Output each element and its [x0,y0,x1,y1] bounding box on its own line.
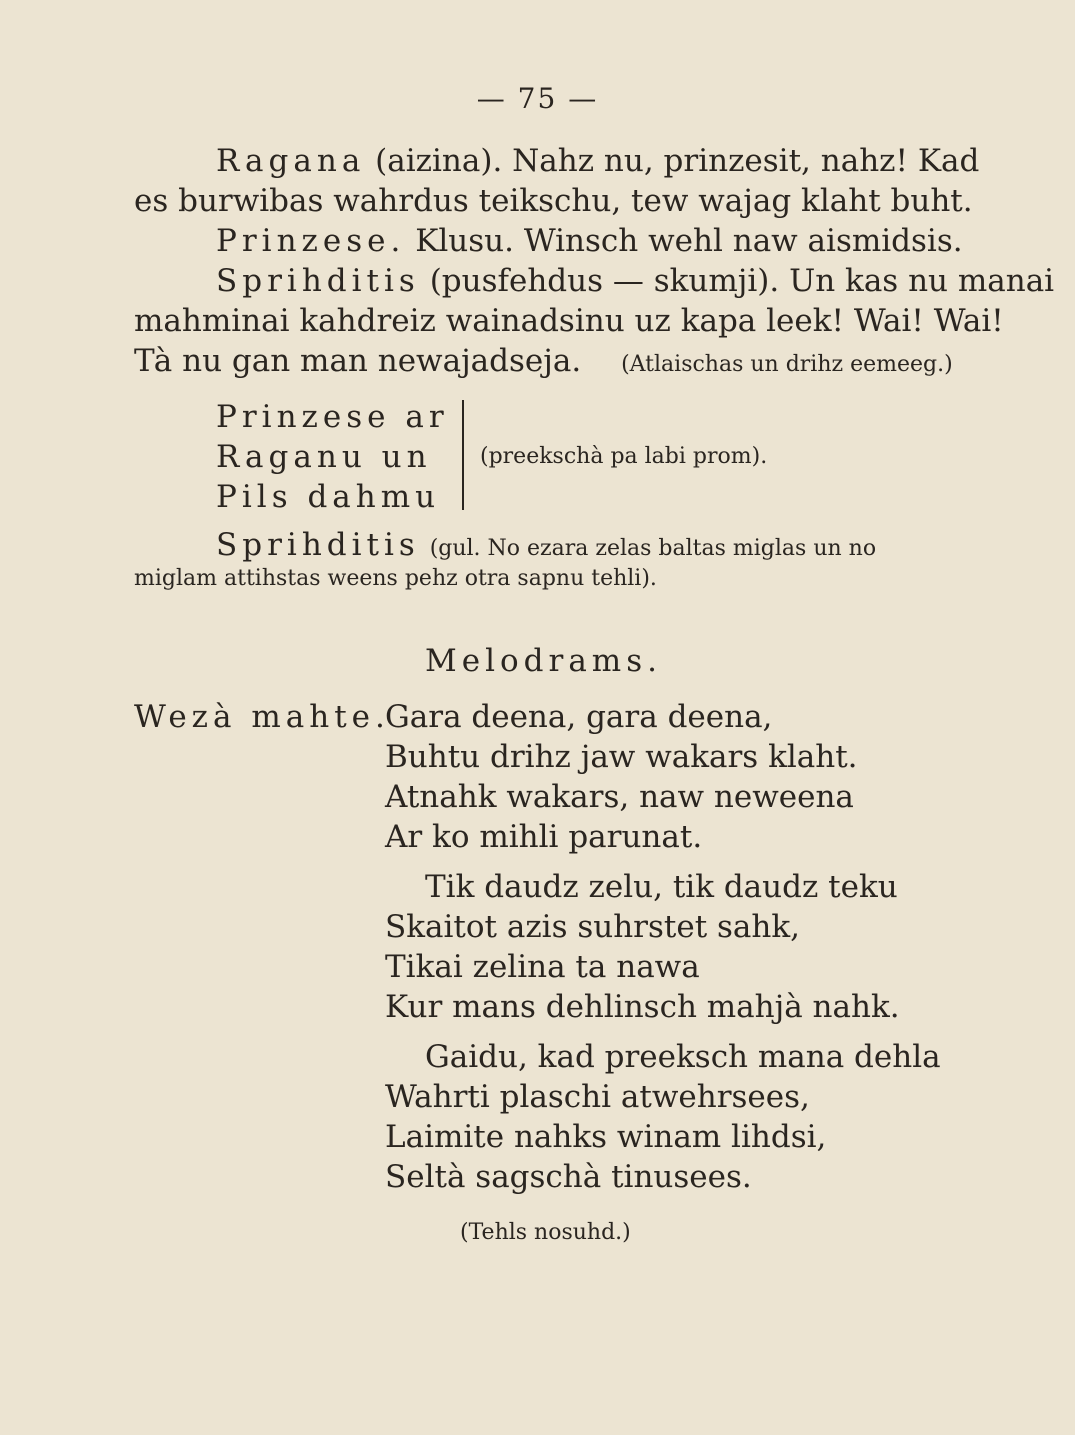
speaker-name: Ragana [216,143,366,179]
verse-line: Wahrti plaschi atwehrsees, [385,1079,810,1115]
verse-line: Atnahk wakars, naw neweena [385,779,854,815]
verse-line: Buhtu drihz jaw wakars klaht. [385,739,858,775]
verse-line: Kur mans dehlinsch mahjà nahk. [385,989,900,1025]
speaker-name: Prinzese. [216,223,406,259]
verse-line: Tikai zelina ta nawa [385,949,700,985]
verse-line: Tik daudz zelu, tik daudz teku [425,869,898,905]
dialogue-text: Tà nu gan man newajadseja. [134,343,582,379]
verse-line: Seltà sagschà tinusees. [385,1159,752,1195]
dialogue-line [216,143,980,179]
dialogue-line [134,183,973,219]
stage-direction: (Atlaischas un drihz eemeeg.) [621,352,953,377]
dialogue-text: es burwibas wahrdus teikschu, tew wajag klaht buht. [134,183,973,219]
stage-direction: (gul. No ezara zelas baltas miglas un no [429,536,877,561]
dialogue-line [216,527,877,563]
group-name: Pils dahmu [216,479,441,515]
dialogue-line [216,223,963,259]
stage-direction: (preekschà pa labi prom). [480,444,768,469]
brace-bracket [450,400,464,510]
dialogue-text: Klusu. Winsch wehl naw aismidsis. [415,223,963,259]
speaker-name: Sprihditis [216,527,420,563]
verse-line: Ar ko mihli parunat. [385,819,703,855]
verse-line: Gara deena, gara deena, [385,699,773,735]
verse-line: Skaitot azis suhrstet sahk, [385,909,801,945]
dialogue-line [134,343,953,379]
stage-direction: (Tehls nosuhd.) [460,1220,631,1245]
stage-direction: miglam attihstas weens pehz otra sapnu tehli). [134,566,657,591]
dialogue-text: mahminai kahdreiz wainadsinu uz kapa leek! Wai! Wai! [134,303,1004,339]
page-number: — 75 — [476,82,599,115]
dialogue-line [216,263,1055,299]
dialogue-line [134,303,1004,339]
group-name: Raganu un [216,439,432,475]
verse-line: Laimite nahks winam lihdsi, [385,1119,827,1155]
singer-name: Wezà mahte. [134,699,390,735]
dialogue-text: (aizina). Nahz nu, prinzesit, nahz! Kad [375,143,980,179]
verse-line: Gaidu, kad preeksch mana dehla [425,1039,941,1075]
speaker-name: Sprihditis [216,263,420,299]
section-title: Melodrams. [425,643,662,679]
dialogue-text: (pusfehdus — skumji). Un kas nu manai [429,263,1055,299]
group-name: Prinzese ar [216,399,449,435]
